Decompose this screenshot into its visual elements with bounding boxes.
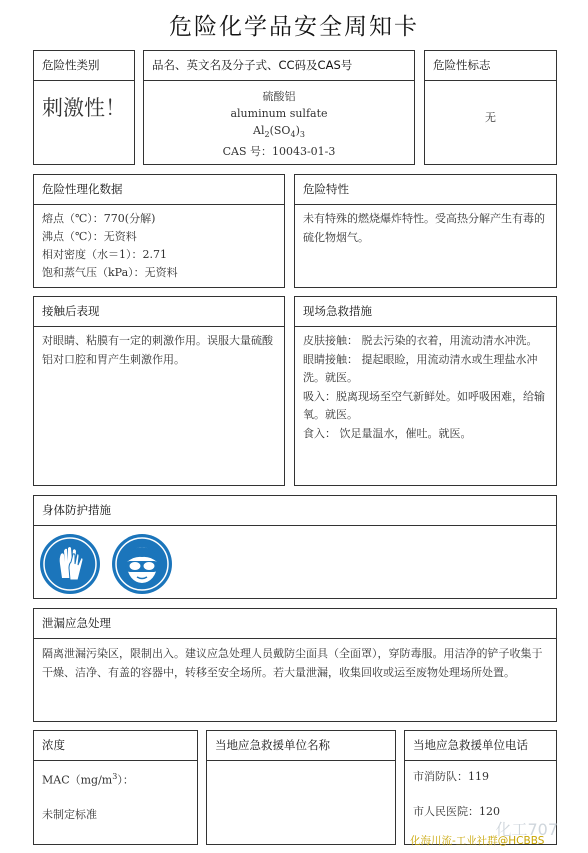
concentration-box — [33, 730, 198, 845]
hazard-mark-box — [424, 50, 557, 165]
contact-box — [33, 296, 285, 486]
relative-density: 相对密度（水＝1）：2.71 — [42, 248, 167, 261]
concentration-label: 浓度 — [34, 731, 197, 761]
gloves-icon — [40, 534, 100, 594]
physchem-data — [34, 205, 284, 287]
fire-phone: 市消防队：119 — [413, 770, 489, 783]
watermark-sub: 化海川流-工业社群@HCBBS — [410, 835, 545, 847]
first-aid-skin: 皮肤接触： 脱去污染的衣着，用流动清水冲洗。 — [303, 334, 538, 347]
product-formula: $Al_2(SO_4)_3$ — [253, 124, 305, 140]
product-name-cn: 硫酸铝 — [262, 90, 296, 103]
hazard-props-text: 未有特殊的燃烧爆炸特性。受高热分解产生有毒的硫化物烟气。 — [303, 212, 545, 244]
concentration-content — [34, 761, 197, 844]
product-name-en: aluminum sulfate — [230, 107, 328, 120]
mac-label: $MAC(mg/m^3)$： — [42, 772, 134, 787]
hazard-mark-label: 危险性标志 — [425, 51, 556, 81]
spill-box — [33, 608, 557, 722]
protection-label: 身体防护措施 — [34, 496, 556, 526]
first-aid-ingestion: 食入： 饮足量温水，催吐。就医。 — [303, 426, 472, 440]
hazard-props-box — [294, 174, 557, 288]
goggles-icon — [112, 534, 172, 594]
hazard-mark-value: 无 — [485, 111, 496, 124]
hospital-phone: 市人民医院：120 — [413, 804, 500, 818]
contact-text: 对眼睛、粘膜有一定的刺激作用。误服大量硫酸铝对口腔和胃产生刺激作用。 — [42, 334, 273, 366]
hazard-category-value: 刺激性！ — [42, 96, 126, 120]
melting-point: 熔点（℃）：770(分解) — [42, 212, 156, 225]
concentration-value: 未制定标准 — [42, 808, 97, 822]
physchem-box — [33, 174, 285, 288]
first-aid-box — [294, 296, 557, 486]
spill-text: 隔离泄漏污染区，限制出入。建议应急处理人员戴防尘面具（全面罩），穿防毒服。用洁净的铲子收集于干燥、洁净、有盖的容器中，转移至安全场所。若大量泄漏，收集回收或运至废物处理场所处置。 — [42, 647, 543, 679]
spill-label: 泄漏应急处理 — [34, 609, 556, 639]
first-aid-text — [295, 327, 556, 485]
hazard-category-box — [33, 50, 135, 165]
local-unit-label: 当地应急救援单位名称 — [207, 731, 395, 761]
first-aid-label: 现场急救措施 — [295, 297, 556, 327]
product-box — [143, 50, 415, 165]
first-aid-eye: 眼睛接触： 提起眼睑，用流动清水或生理盐水冲洗。就医。 — [303, 352, 538, 384]
boiling-point: 沸点（℃）：无资料 — [42, 230, 137, 243]
protection-icons — [34, 526, 556, 598]
page-title: 危险化学品安全周知卡 — [169, 14, 419, 40]
protection-box — [33, 495, 557, 599]
physchem-label: 危险性理化数据 — [34, 175, 284, 205]
product-details — [144, 81, 414, 164]
hazard-category-label: 危险性类别 — [34, 51, 134, 81]
first-aid-inhalation: 吸入：脱离现场至空气新鲜处。如呼吸困难，给输氧。就医。 — [303, 389, 545, 421]
contact-label: 接触后表现 — [34, 297, 284, 327]
watermark: 化工707 — [495, 820, 558, 839]
hazard-props-label: 危险特性 — [295, 175, 556, 205]
product-label: 品名、英文名及分子式、CC码及CAS号 — [144, 51, 414, 81]
phone-label: 当地应急救援单位电话 — [405, 731, 556, 761]
vapor-pressure: 饱和蒸气压（kPa）：无资料 — [42, 266, 178, 279]
product-cas: CAS 号：10043-01-3 — [222, 145, 336, 159]
local-unit-box — [206, 730, 396, 845]
